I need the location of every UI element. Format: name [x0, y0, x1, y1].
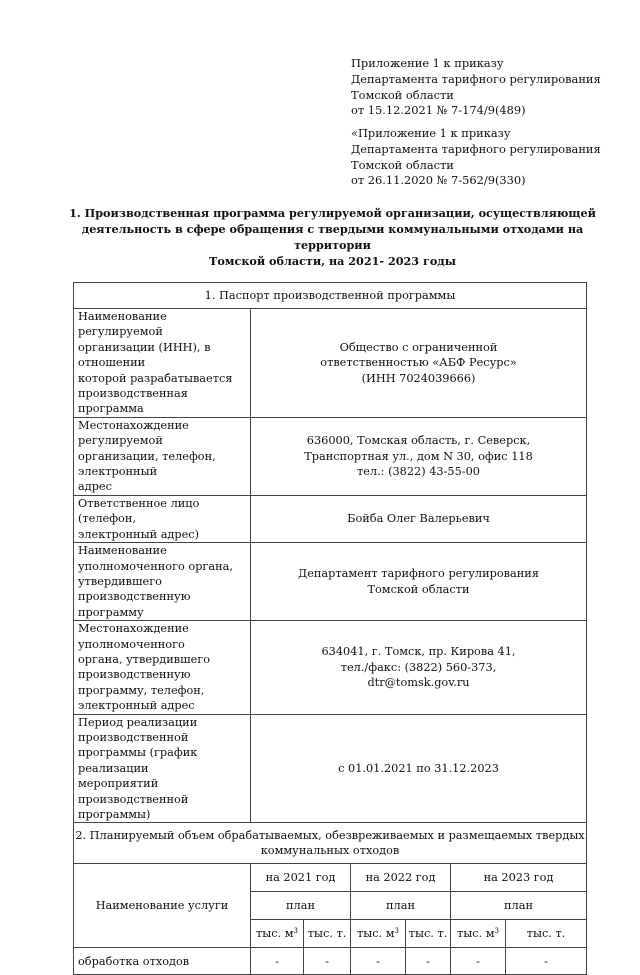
plan-header: план [351, 892, 451, 920]
unit-m3-header: тыс. $м^3$ [251, 920, 304, 948]
service-name-header: Наименование услуги [74, 864, 251, 948]
year-header-2023: на 2023 год [451, 864, 587, 892]
passport-row [74, 417, 587, 495]
passport-label: Период реализации производственной программы (график реализации мероприятий производственной программы) [74, 714, 251, 823]
appendix-line: «Приложение 1 к приказу [351, 126, 511, 140]
passport-value: 634041, г. Томск, пр. Кирова 41, тел./факс: (3822) 560-373, dtr@tomsk.gov.ru [251, 621, 587, 714]
passport-label: Наименование регулируемой организации (ИНН), в отношении которой разрабатывается производственная программа [74, 309, 251, 418]
unit-m3-header: тыс. $м^3$ [351, 920, 406, 948]
appendix-current-reference [351, 56, 621, 119]
unit-t-header: тыс. т. [406, 920, 451, 948]
heading-line: деятельность в сфере обращения с твердыми коммунальными отходами на территории [81, 222, 584, 252]
passport-value: Бойба Олег Валерьевич [251, 495, 587, 542]
year-header-2022: на 2022 год [351, 864, 451, 892]
document-heading [60, 205, 605, 269]
passport-value: с 01.01.2021 по 31.12.2023 [251, 714, 587, 823]
plan-header: план [451, 892, 587, 920]
appendix-line: Томской области [351, 157, 454, 172]
passport-row [74, 543, 587, 621]
appendix-line: от 26.11.2020 № 7-562/9(330) [351, 173, 526, 188]
appendix-previous-reference [351, 126, 621, 189]
volume-value: - [251, 948, 304, 975]
passport-value: Департамент тарифного регулирования Томской области [251, 543, 587, 621]
passport-label: Наименование уполномоченного органа, утвердившего производственную программу [74, 543, 251, 621]
volume-value: - [406, 948, 451, 975]
volume-value: - [304, 948, 351, 975]
service-name: обработка отходов [74, 948, 251, 975]
appendix-line: от 15.12.2021 № 7-174/9(489) [351, 103, 526, 118]
passport-section-title: 1. Паспорт производственной программы [74, 283, 587, 309]
appendix-line: Приложение 1 к приказу [351, 56, 504, 70]
passport-row [74, 309, 587, 418]
heading-line: 1. Производственная программа регулируемой организации, осуществляющей [69, 206, 596, 220]
passport-row [74, 621, 587, 714]
volume-value: - [451, 948, 506, 975]
unit-m3-header: тыс. $м^3$ [451, 920, 506, 948]
plan-header: план [251, 892, 351, 920]
passport-row [74, 714, 587, 823]
passport-label: Местонахождение уполномоченного органа, утвердившего производственную программу, телефон, электронный адрес [74, 621, 251, 714]
heading-line: Томской области, на 2021- 2023 годы [209, 254, 456, 268]
appendix-line: Томской области [351, 87, 454, 102]
year-header-2021: на 2021 год [251, 864, 351, 892]
appendix-line: Департамента тарифного регулирования [351, 71, 601, 86]
passport-row [74, 495, 587, 542]
volume-value: - [351, 948, 406, 975]
passport-label: Местонахождение регулируемой организации, телефон, электронный адрес [74, 417, 251, 495]
passport-value: Общество с ограниченной ответственностью «АБФ Ресурс» (ИНН 7024039666) [251, 309, 587, 418]
program-table [73, 282, 587, 975]
appendix-line: Департамента тарифного регулирования [351, 141, 601, 156]
volume-section-title: 2. Планируемый объем обрабатываемых, обезвреживаемых и размещаемых твердых коммунальных отходов [74, 823, 587, 864]
volume-value: - [506, 948, 587, 975]
passport-value: 636000, Томская область, г. Северск, Транспортная ул., дом N 30, офис 118 тел.: (3822) 43-55-00 [251, 417, 587, 495]
unit-t-header: тыс. т. [304, 920, 351, 948]
unit-t-header: тыс. т. [506, 920, 587, 948]
table-row [74, 948, 587, 975]
passport-label: Ответственное лицо (телефон, электронный адрес) [74, 495, 251, 542]
